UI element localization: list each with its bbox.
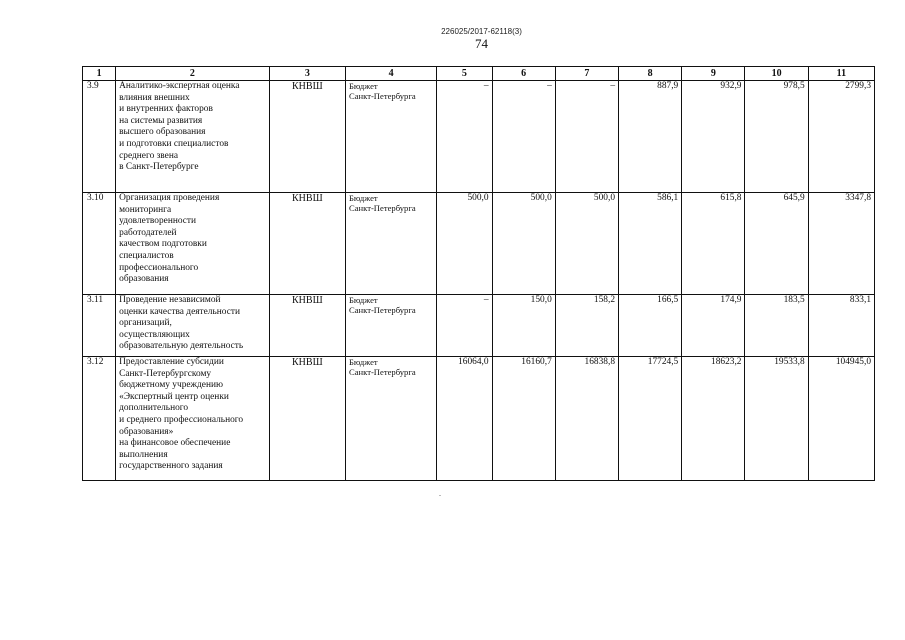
row-value: 16838,8: [555, 357, 618, 481]
column-header: 10: [745, 67, 808, 81]
row-value: 158,2: [555, 295, 618, 357]
row-value: 150,0: [492, 295, 555, 357]
row-value: 500,0: [437, 193, 492, 295]
row-value: 166,5: [619, 295, 682, 357]
table-row: [83, 357, 875, 481]
budget-table: [82, 66, 875, 481]
row-value: –: [555, 81, 618, 193]
row-responsible: КНВШ: [269, 295, 345, 357]
row-value: 645,9: [745, 193, 808, 295]
row-code: 3.11: [83, 295, 116, 357]
row-value: 500,0: [555, 193, 618, 295]
row-value: 17724,5: [619, 357, 682, 481]
row-value: 16064,0: [437, 357, 492, 481]
row-source: Бюджет Санкт-Петербурга: [345, 295, 436, 357]
row-code: 3.9: [83, 81, 116, 193]
table-row: [83, 295, 875, 357]
page-number: 74: [475, 36, 488, 51]
row-value: 932,9: [682, 81, 745, 193]
row-value: 3347,8: [808, 193, 874, 295]
column-header: 4: [345, 67, 436, 81]
row-value: 104945,0: [808, 357, 874, 481]
row-source: Бюджет Санкт-Петербурга: [345, 357, 436, 481]
row-value: 18623,2: [682, 357, 745, 481]
table-header-row: [83, 67, 875, 81]
row-value: 16160,7: [492, 357, 555, 481]
row-value: –: [437, 81, 492, 193]
document-number: 226025/2017-62118(3): [441, 27, 522, 36]
row-code: 3.10: [83, 193, 116, 295]
row-responsible: КНВШ: [269, 357, 345, 481]
row-value: 887,9: [619, 81, 682, 193]
row-value: 978,5: [745, 81, 808, 193]
table-row: [83, 81, 875, 193]
row-value: 183,5: [745, 295, 808, 357]
column-header: 8: [619, 67, 682, 81]
row-value: 586,1: [619, 193, 682, 295]
row-name: Предоставление субсидии Санкт-Петербургскому бюджетному учреждению «Экспертный центр оценки дополнительного и среднего профессионального образования» на финансовое обеспечение выполнения государственного задания: [116, 357, 270, 481]
row-value: 19533,8: [745, 357, 808, 481]
row-value: –: [492, 81, 555, 193]
column-header: 2: [116, 67, 270, 81]
row-value: 500,0: [492, 193, 555, 295]
row-value: 174,9: [682, 295, 745, 357]
row-name: Организация проведения мониторинга удовлетворенности работодателей качеством подготовки специалистов профессионального образования: [116, 193, 270, 295]
row-responsible: КНВШ: [269, 193, 345, 295]
column-header: 7: [555, 67, 618, 81]
column-header: 11: [808, 67, 874, 81]
column-header: 3: [269, 67, 345, 81]
row-source: Бюджет Санкт-Петербурга: [345, 81, 436, 193]
column-header: 6: [492, 67, 555, 81]
column-header: 5: [437, 67, 492, 81]
row-value: –: [437, 295, 492, 357]
column-header: 1: [83, 67, 116, 81]
row-value: 615,8: [682, 193, 745, 295]
table-row: [83, 193, 875, 295]
row-code: 3.12: [83, 357, 116, 481]
row-source: Бюджет Санкт-Петербурга: [345, 193, 436, 295]
row-name: Аналитико-экспертная оценка влияния внешних и внутренних факторов на системы развития высшего образования и подготовки специалистов среднего звена в Санкт-Петербурге: [116, 81, 270, 193]
scan-artifact: [439, 495, 441, 496]
column-header: 9: [682, 67, 745, 81]
row-value: 2799,3: [808, 81, 874, 193]
row-value: 833,1: [808, 295, 874, 357]
row-responsible: КНВШ: [269, 81, 345, 193]
row-name: Проведение независимой оценки качества деятельности организаций, осуществляющих образовательную деятельность: [116, 295, 270, 357]
